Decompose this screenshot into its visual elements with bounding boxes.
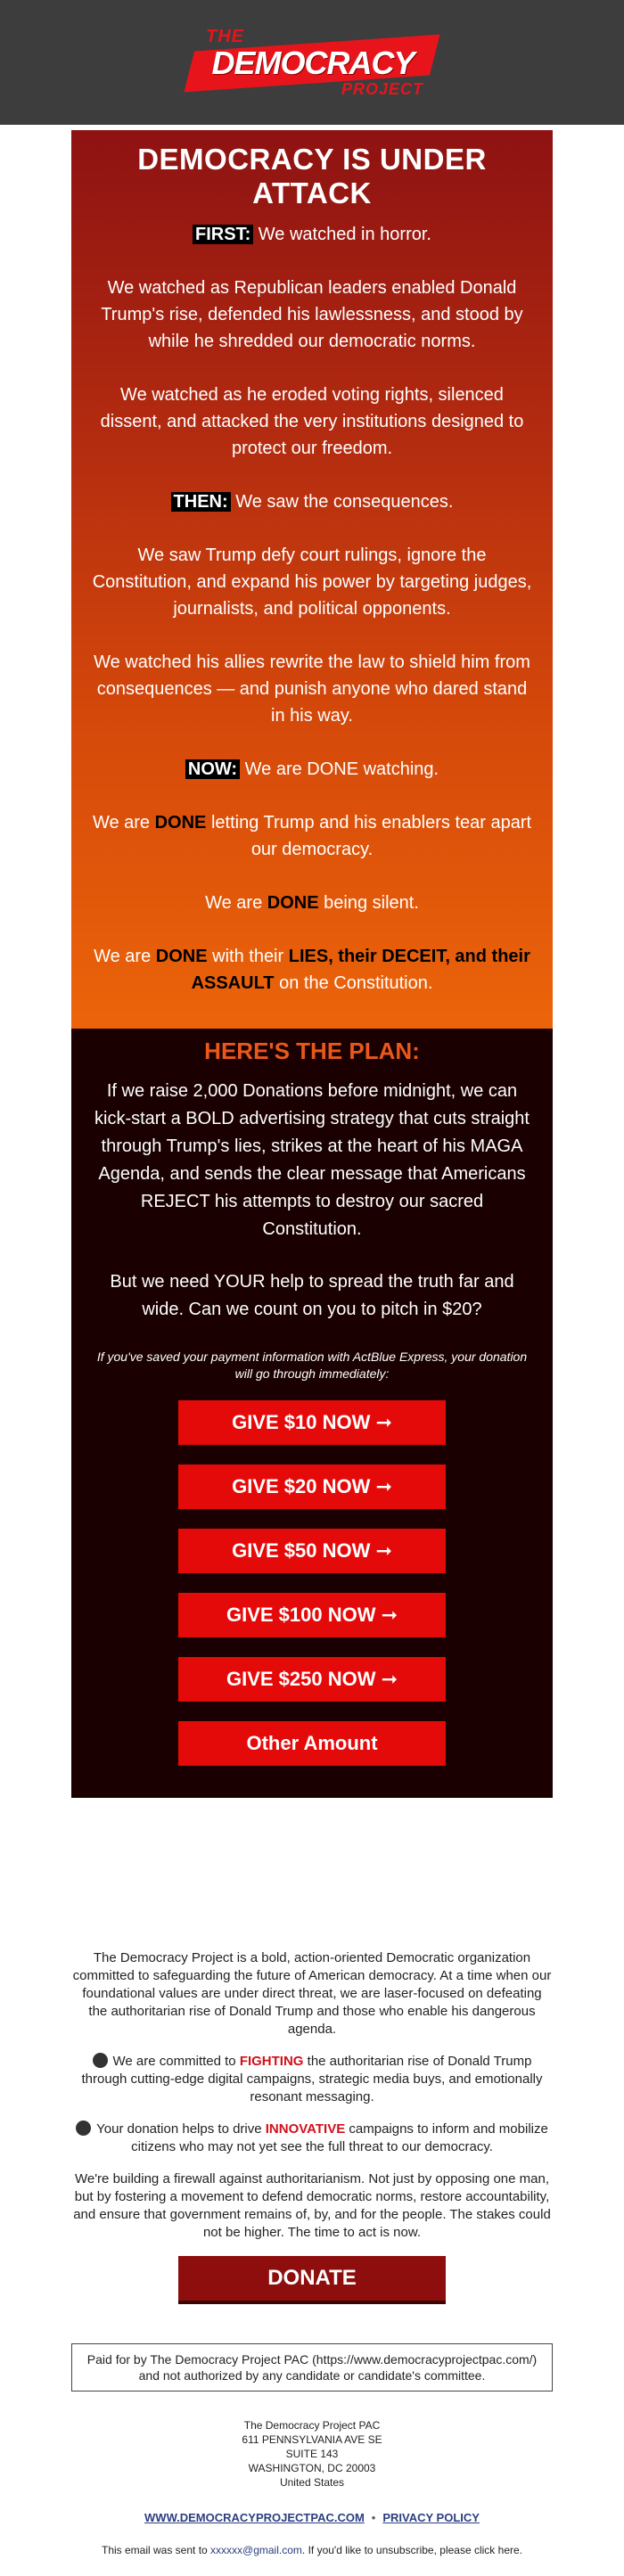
donate-button[interactable]: DONATE <box>178 2256 446 2304</box>
then-text: We saw the consequences. <box>230 492 454 512</box>
hero-title: DEMOCRACY IS UNDER ATTACK <box>137 143 487 209</box>
done-word: DONE <box>154 813 207 833</box>
footer-pre: This email was sent to <box>101 2544 211 2556</box>
spacer <box>0 1798 624 1949</box>
p7-pre: We are <box>94 947 156 966</box>
hero-paragraph-1: We watched as Republican leaders enabled Donald Trump's rise, defended his lawlessness, and stood by while he shredded our democratic norms. <box>101 278 523 351</box>
hero-paragraph-4: We watched his allies rewrite the law to shield him from consequences — and punish anyone who dared stand in his way. <box>94 652 530 726</box>
bullet-dot-icon <box>93 2053 108 2068</box>
about-paragraph-1: The Democracy Project is a bold, action-oriented Democratic organization committed to safeguarding the future of American democracy. At a time when our foundational values are under direct threat, we are laser-focused on defeating the authoritarian rise of Donald Trump and those who enable his dangerous agenda. <box>72 1950 552 2037</box>
plan-paragraph-2: But we need YOUR help to spread the truth far and wide. Can we count on you to pitch in $20? <box>110 1272 514 1319</box>
actblue-express-note: If you've saved your payment information with ActBlue Express, your donation will go through immediately: <box>96 1350 528 1381</box>
plan-section <box>71 1029 553 1798</box>
hero-paragraph-6 <box>91 890 533 916</box>
footer-links <box>0 2511 624 2524</box>
address-line-4: WASHINGTON, DC 20003 <box>248 2462 376 2474</box>
p7-post: on the Constitution. <box>274 973 433 993</box>
give-250-button[interactable]: GIVE $250 NOW ➞ <box>178 1657 446 1702</box>
innovative-word: INNOVATIVE <box>265 2121 346 2137</box>
first-paragraph <box>91 221 533 248</box>
about-paragraph-2: We're building a firewall against authoritarianism. Not just by opposing one man, but by fostering a movement to defend democratic norms, restore accountability, and ensure that government remains of, by, and for the people. The stakes could not be higher. The time to act is now. <box>73 2171 551 2240</box>
unsubscribe-link[interactable]: . If you'd like to unsubscribe, please click here. <box>301 2544 522 2556</box>
about-bullet-1 <box>71 2053 553 2106</box>
other-amount-button[interactable]: Other Amount <box>178 1721 446 1766</box>
hero-paragraph-5 <box>91 809 533 863</box>
b1-pre: We are committed to <box>112 2054 240 2069</box>
address-line-1: The Democracy Project PAC <box>243 2419 381 2432</box>
b2-post: campaigns to inform and mobilize citizens who may not yet see the full threat to our democracy. <box>131 2121 548 2154</box>
website-link[interactable]: WWW.DEMOCRACYPROJECTPAC.COM <box>144 2511 365 2524</box>
give-100-button[interactable]: GIVE $100 NOW ➞ <box>178 1593 446 1637</box>
b1-post: the authoritarian rise of Donald Trump through cutting-edge digital campaigns, strategic media buys, and emotionally resonant messaging. <box>81 2054 543 2104</box>
then-paragraph <box>91 488 533 515</box>
unsubscribe-note <box>0 2544 624 2576</box>
fighting-word: FIGHTING <box>239 2054 304 2069</box>
then-tag: THEN: <box>171 492 231 512</box>
hero-paragraph-7 <box>91 943 533 997</box>
p7-mid: with their <box>207 947 289 966</box>
address-line-5: United States <box>279 2476 345 2489</box>
give-50-button[interactable]: GIVE $50 NOW ➞ <box>178 1529 446 1573</box>
header-bar <box>0 0 624 125</box>
logo-main-text: DEMOCRACY <box>211 45 415 81</box>
hero-paragraph-2: We watched as he eroded voting rights, silenced dissent, and attacked the very institutions designed to protect our freedom. <box>100 385 524 458</box>
plan-title: HERE'S THE PLAN: <box>204 1038 420 1064</box>
now-paragraph <box>91 756 533 783</box>
p6-post: being silent. <box>318 893 419 913</box>
paid-for-disclaimer: Paid for by The Democracy Project PAC (https://www.democracyprojectpac.com/) and not authorized by any candidate or candidate's committee. <box>71 2343 553 2391</box>
give-10-button[interactable]: GIVE $10 NOW ➞ <box>178 1400 446 1445</box>
recipient-email: xxxxxx@gmail.com <box>210 2544 302 2556</box>
mailing-address <box>0 2418 624 2490</box>
b2-pre: Your donation helps to drive <box>96 2121 266 2137</box>
now-tag: NOW: <box>185 759 240 779</box>
logo-the-text: THE <box>206 27 244 46</box>
link-separator: • <box>371 2511 376 2524</box>
address-line-2: 611 PENNSYLVANIA AVE SE <box>242 2433 382 2446</box>
about-section <box>71 1949 553 2242</box>
plan-paragraph-1: If we raise 2,000 Donations before midnight, we can kick-start a BOLD advertising strategy that cuts straight through Trump's lies, strikes at the heart of his MAGA Agenda, and sends the clear message that Americans REJECT his attempts to destroy our sacred Constitution. <box>94 1081 530 1239</box>
first-tag: FIRST: <box>193 225 253 244</box>
bullet-dot-icon <box>76 2121 91 2136</box>
democracy-project-logo[interactable] <box>192 27 432 98</box>
lies-deceit-assault: LIES, their DECEIT, and their ASSAULT <box>191 947 530 993</box>
p5-pre: We are <box>92 813 155 833</box>
done-word: DONE <box>267 893 319 913</box>
hero-section <box>71 130 553 1029</box>
p6-pre: We are <box>205 893 267 913</box>
now-text: We are DONE watching. <box>240 759 439 779</box>
logo-project-text: PROJECT <box>341 80 423 98</box>
give-20-button[interactable]: GIVE $20 NOW ➞ <box>178 1464 446 1509</box>
about-bullet-2 <box>71 2121 553 2156</box>
done-word: DONE <box>155 947 208 966</box>
p5-post: letting Trump and his enablers tear apart our democracy. <box>206 813 532 859</box>
hero-paragraph-3: We saw Trump defy court rulings, ignore the Constitution, and expand his power by targeting judges, journalists, and political opponents. <box>92 546 532 619</box>
privacy-policy-link[interactable]: PRIVACY POLICY <box>382 2511 480 2524</box>
first-text: We watched in horror. <box>253 225 431 244</box>
address-line-3: SUITE 143 <box>285 2448 339 2460</box>
